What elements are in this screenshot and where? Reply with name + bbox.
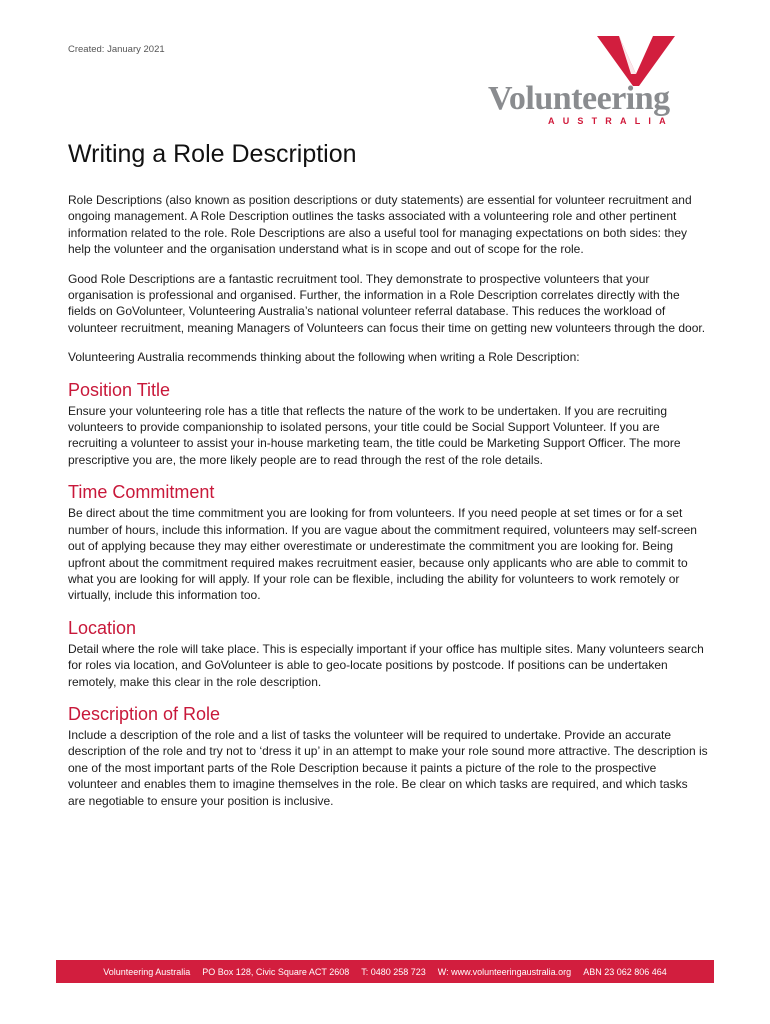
document-body — [68, 192, 708, 822]
section-heading-time-commitment: Time Commitment — [68, 482, 215, 503]
created-date: Created: January 2021 — [68, 44, 165, 55]
section-body-location: Detail where the role will take place. This is especially important if your office has multiple sites. Many volunteers search for roles via location, and GoVolunteer is able to geo-locate positions by postcode. If positions can be undertaken remotely, make this clear in the role description. — [68, 641, 704, 689]
intro-paragraph: Volunteering Australia recommends thinking about the following when writing a Role Description: — [68, 350, 580, 365]
logo-country: AUSTRALIA — [548, 116, 674, 126]
footer-bar — [56, 960, 714, 983]
footer-phone: T: 0480 258 723 — [361, 966, 426, 977]
section-body-position-title: Ensure your volunteering role has a title that reflects the nature of the work to be undertaken. If you are recruiting volunteers to provide companionship to isolated persons, your title could be Social Support Volunteer. If you are recruiting a volunteer to assist your in-house marketing team, the title could be Marketing Support Officer. The more prescriptive you are, the more likely people are to read through the rest of the role details. — [68, 403, 681, 467]
section-body-description-of-role: Include a description of the role and a list of tasks the volunteer will be required to undertake. Provide an accurate description of the role and try not to ‘dress it up’ in an attempt to make your role sound more attractive. The description is one of the most important parts of the Role Description because it paints a picture of the role to the prospective volunteer and enables them to imagine themselves in the role. Be clear on which tasks are required, and which tasks are negotiable to ensure your position is inclusive. — [68, 727, 708, 808]
section-heading-description-of-role: Description of Role — [68, 703, 221, 724]
footer-address: PO Box 128, Civic Square ACT 2608 — [202, 966, 350, 977]
intro-paragraph: Role Descriptions (also known as position descriptions or duty statements) are essential for volunteer recruitment and ongoing management. A Role Description outlines the tasks associated with a volunteering role and other pertinent information related to the role. Role Descriptions are also a useful tool for managing expectations on both sides: they help the volunteer and the organisation understand what is in scope and out of scope for the role. — [68, 193, 692, 257]
footer-website-link[interactable]: W: www.volunteeringaustralia.org — [437, 966, 572, 977]
footer-org: Volunteering Australia — [103, 966, 191, 977]
section-heading-position-title: Position Title — [68, 379, 171, 400]
intro-paragraph: Good Role Descriptions are a fantastic recruitment tool. They demonstrate to prospective volunteers that your organisation is professional and organised. Further, the information in a Role Description correlates directly with the fields on GoVolunteer, Volunteering Australia’s national volunteer referral database. This reduces the workload of volunteer recruitment, meaning Managers of Volunteers can focus their time on getting new volunteers through the door. — [68, 271, 706, 335]
section-body-time-commitment: Be direct about the time commitment you are looking for from volunteers. If you need people at set times or for a set number of hours, include this information. If you are vague about the commitment required, volunteers may self-screen out of applying because they may either overestimate or underestimate the commitment you are looking for. Being upfront about the commitment required makes recruitment easier, because only applicants who are able to commit to what you are looking for will apply. If your role can be flexible, including the ability for volunteers to work remotely or virtually, include this information too. — [68, 506, 697, 603]
page-title: Writing a Role Description — [68, 140, 357, 168]
volunteering-australia-logo — [480, 34, 690, 126]
footer-abn: ABN 23 062 806 464 — [583, 966, 667, 977]
logo-wordmark: Volunteering — [488, 80, 670, 117]
section-heading-location: Location — [68, 617, 137, 638]
